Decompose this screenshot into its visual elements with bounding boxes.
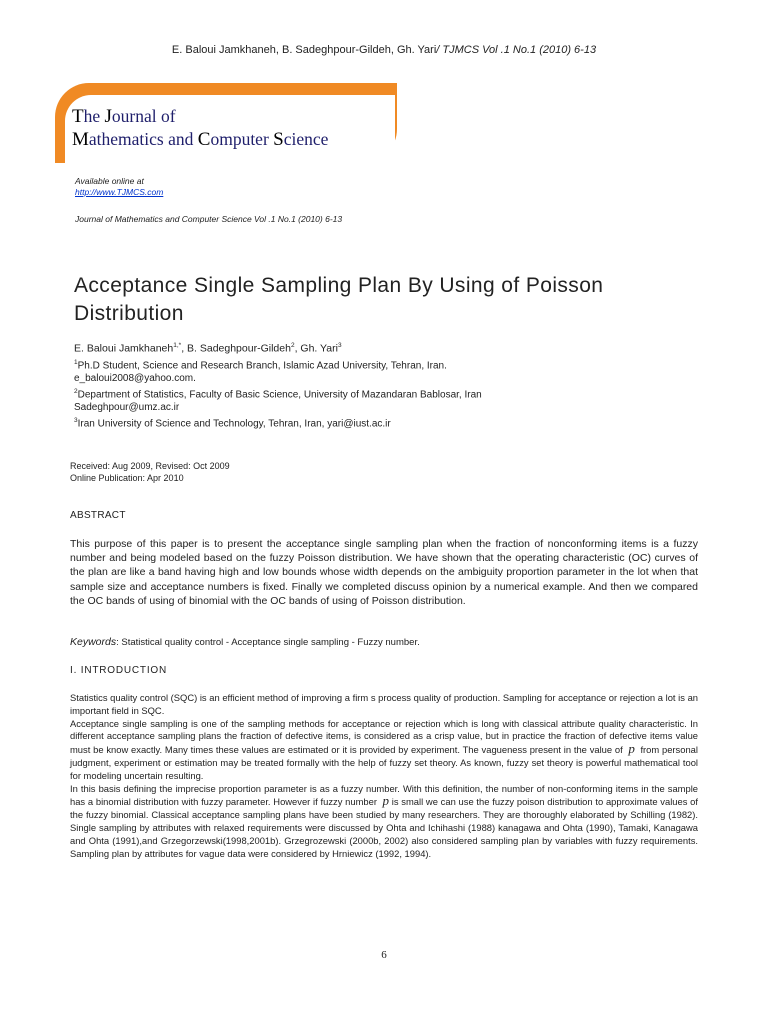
paper-title: Acceptance Single Sampling Plan By Using of Poisson Distribution (74, 274, 604, 325)
authors-block (74, 339, 714, 430)
abstract-text: This purpose of this paper is to present the acceptance single sampling plan when the fraction of nonconforming items is a fuzzy number and being modeled based on the fuzzy Poisson distribution. We have shown that the operating characteristic (OC) curves of the plan are like a band having high and low bounds whose width depends on the ambiguity proportion parameter in the lot when that sample size and acceptance numbers is fixed. Finally we completed discuss opinion by a numerical example. And then we compared the OC bands of using of binomial with the OC bands of using of Poisson distribution. (70, 538, 698, 607)
intro-paragraph-3 (70, 783, 698, 861)
introduction-body (70, 692, 698, 860)
email-1: e_baloui2008@yahoo.com. (74, 372, 196, 384)
affiliation-text: Department of Statistics, Faculty of Basic Science, University of Mazandaran Bablosar, Iran (77, 389, 482, 401)
affiliation-text: Ph.D Student, Science and Research Branch, Islamic Azad University, Tehran, Iran. (77, 359, 447, 371)
paragraph-text: Acceptance single sampling is one of the sampling methods for acceptance or rejection which is long with classical attribute quality characteristic. In different acceptance sampling plans the fraction of defective items, is considered as a crisp value, but in practice the fraction of defective items value must be know exactly. Many times these values are estimated or it is provided by experiment. The vagueness present in the value of (70, 717, 698, 756)
author-name: , B. Sadeghpour-Gildeh (181, 342, 291, 355)
email-2: Sadeghpour@umz.ac.ir (74, 402, 180, 414)
journal-website-link[interactable]: http://www.TJMCS.com (75, 187, 164, 197)
abstract-heading: ABSTRACT (70, 510, 126, 521)
running-head-authors: E. Baloui Jamkhaneh, B. Sadeghpour-Gildeh, Gh. Yari (171, 44, 437, 56)
banner-cap-j: J (104, 106, 112, 127)
availability-label: Available online at (75, 176, 144, 186)
author-superscript: 2 (290, 342, 295, 349)
paragraph-text: from personal judgment, experiment or estimation may be treated formally with the help of fuzzy set theory. As known, fuzzy set theory is powerful mathematical tool for modeling uncertain resulting. (70, 744, 698, 781)
banner-cap-c: C (197, 129, 211, 150)
publication-dates (70, 460, 230, 484)
intro-paragraph-1: Statistics quality control (SQC) is an efficient method of improving a firm s process quality of production. Sampling for acceptance or rejection a lot is an important field in SQC. (70, 692, 698, 716)
availability-note (75, 176, 163, 198)
banner-cap-s: S (273, 129, 284, 150)
author-superscript: 3 (337, 342, 342, 349)
author-name: E. Baloui Jamkhaneh (74, 342, 174, 355)
author-name: , Gh. Yari (294, 342, 338, 355)
banner-cap-m: M (72, 129, 89, 150)
page-number: 6 (381, 949, 387, 961)
banner-text: athematics and (88, 129, 198, 149)
banner-text: ournal of (111, 106, 176, 126)
author-superscript: 1,* (173, 342, 182, 349)
running-head-journal: / TJMCS Vol .1 No.1 (2010) 6-13 (436, 44, 597, 56)
affiliation-1 (74, 356, 714, 372)
banner-text: omputer (210, 129, 274, 149)
intro-paragraph-2 (70, 718, 698, 783)
affiliation-3 (74, 414, 714, 430)
paragraph-text: is small we can use the fuzzy poison distribution to approximate values of the fuzzy binomial. Classical acceptance sampling plans have been studied by many researchers. They are thoroughly elaborated by Schilling (1982). Single sampling by attributes with relaxed requirements were discussed by Ohta and Ichihashi (1988) kanagawa and Ohta (1990), Tamaki, Kanagawa and Ohta (1991),and Grzegorzewski(1998,2001b). Grzegrozewski (2000b, 2002) also considered sampling plan by variables with fuzzy requirements. Sampling plan by attributes for vague data were considered by Hrniewicz (1992, 1994). (70, 796, 698, 859)
introduction-heading: I. INTRODUCTION (70, 665, 167, 676)
banner-text: he (83, 106, 105, 126)
math-symbol-p: p (382, 793, 389, 809)
journal-banner-title (72, 105, 402, 151)
keywords-text: : Statistical quality control - Acceptance single sampling - Fuzzy number. (116, 637, 420, 648)
banner-cap-t: T (72, 106, 84, 127)
received-date: Received: Aug 2009, Revised: Oct 2009 (70, 461, 230, 471)
affiliation-superscript: 2 (74, 387, 78, 395)
running-head (0, 44, 768, 56)
journal-banner-line2 (72, 128, 402, 151)
author-names (74, 339, 714, 356)
keywords-label: Keywords (70, 636, 117, 648)
affiliation-superscript: 1 (74, 358, 78, 366)
journal-banner-line1 (72, 105, 402, 128)
affiliation-text: Iran University of Science and Technology, Tehran, Iran, yari@iust.ac.ir (77, 418, 391, 430)
affiliation-2 (74, 385, 714, 401)
affiliation-superscript: 3 (74, 417, 78, 425)
paragraph-text: In this basis defining the imprecise proportion parameter is as a fuzzy number. With this definition, the number of non-conforming items in the sample has a binomial distribution with fuzzy parameter. However if fuzzy number (70, 782, 698, 808)
math-symbol-p: p (628, 741, 635, 757)
journal-citation-line: Journal of Mathematics and Computer Science Vol .1 No.1 (2010) 6-13 (75, 214, 343, 224)
keywords-line (70, 636, 698, 648)
online-date: Online Publication: Apr 2010 (70, 473, 184, 483)
banner-text: cience (283, 129, 329, 149)
